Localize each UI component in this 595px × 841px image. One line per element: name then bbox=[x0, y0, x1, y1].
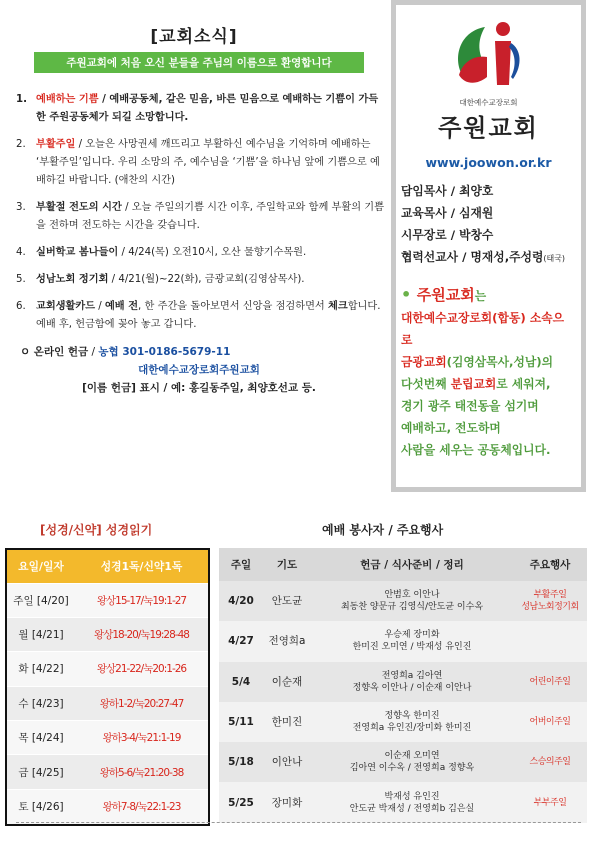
column-header: 주요행사 bbox=[513, 548, 587, 581]
schedule-duties bbox=[311, 581, 513, 621]
staff-item-text: 협력선교사 / 명재성,주성령 bbox=[401, 250, 544, 264]
schedule-prayer: 안도균 bbox=[263, 581, 311, 621]
news-item bbox=[14, 136, 384, 190]
column-header: 성경1독/신약1독 bbox=[75, 550, 208, 583]
staff-list bbox=[396, 180, 581, 270]
bible-reading-table bbox=[5, 548, 210, 826]
staff-item: 교육목사 / 심재원 bbox=[401, 206, 494, 220]
table-row bbox=[7, 617, 208, 651]
reading-passage: 왕하7-8/눅22:1-23 bbox=[75, 789, 208, 823]
table-row bbox=[219, 782, 587, 822]
news-item-text: / 오늘은 사망권세 깨뜨리고 부활하신 예수님을 기억하며 예배하는 ‘부활주일’입니다. 우리 소망의 주, 예수님을 ‘기쁨’을 하나님 앞에 기쁨으로 예배하길 바랍니다. (애찬의 시간) bbox=[36, 139, 380, 186]
schedule-prayer: 이순재 bbox=[263, 662, 311, 702]
news-item-heading: 교회생활카드 bbox=[36, 301, 96, 312]
news-item-text: / 4/24(목) 오전10시, 오산 물향기수목원. bbox=[118, 247, 307, 258]
reading-passage: 왕상15-17/눅19:1-27 bbox=[75, 583, 208, 617]
schedule-duties bbox=[311, 742, 513, 782]
duty-line: 최동찬 양문규 김영식/안도균 이수옥 bbox=[340, 602, 484, 613]
schedule-prayer: 이안나 bbox=[263, 742, 311, 782]
mission-mother-church: 금광교회 bbox=[401, 355, 447, 369]
news-item-number: 1. bbox=[16, 94, 27, 105]
schedule-duties bbox=[311, 621, 513, 661]
staff-note: (태국) bbox=[543, 254, 566, 263]
news-item-text: / 4/21(월)~22(화), 금광교회(김영삼목사). bbox=[108, 274, 305, 285]
news-item-text: / bbox=[95, 301, 105, 312]
welcome-banner: 주원교회에 처음 오신 분들을 주님의 이름으로 환영합니다 bbox=[34, 52, 364, 73]
online-offering bbox=[14, 343, 384, 397]
event-line: 어버이주일 bbox=[529, 717, 571, 728]
worship-schedule-table bbox=[219, 548, 587, 823]
mission-text: (김영삼목사,성남)의 bbox=[446, 355, 554, 369]
offering-label: ㅇ 온라인 헌금 bbox=[20, 346, 89, 358]
event-line: 성남노회정기회 bbox=[521, 602, 579, 613]
reading-day: 목 [4/24] bbox=[7, 721, 75, 755]
news-item-number: 2. bbox=[16, 139, 26, 150]
news-item bbox=[14, 244, 384, 262]
church-mission-statement bbox=[396, 284, 581, 461]
table-row bbox=[219, 742, 587, 782]
bullet-icon: • bbox=[401, 285, 417, 304]
table-row bbox=[219, 702, 587, 742]
news-item bbox=[14, 91, 384, 127]
reading-passage: 왕하1-2/눅20:27-47 bbox=[75, 686, 208, 720]
denomination-label: 대한예수교장로회 bbox=[459, 98, 518, 107]
mission-denomination: 대한예수교장로회(합동) bbox=[401, 311, 526, 325]
duty-line: 전영희a 김아연 bbox=[381, 670, 443, 681]
reading-day: 토 [4/26] bbox=[7, 789, 75, 823]
schedule-event bbox=[513, 581, 587, 621]
table-row bbox=[7, 686, 208, 720]
mission-text: 는 bbox=[474, 289, 487, 303]
news-item-number: 5. bbox=[16, 274, 26, 285]
staff-item bbox=[401, 246, 581, 270]
news-item-heading: 부활주일 bbox=[36, 139, 76, 150]
reading-day: 화 [4/22] bbox=[7, 652, 75, 686]
schedule-duties bbox=[311, 782, 513, 822]
duty-line: 이순재 오미연 bbox=[384, 751, 440, 762]
table-header-row bbox=[219, 548, 587, 581]
staff-item: 담임목사 / 최양호 bbox=[401, 184, 494, 198]
news-item-text: , 한 주간을 돌아보면서 신앙을 점검하면서 bbox=[138, 301, 329, 312]
table-row bbox=[219, 581, 587, 621]
mission-text: 소속으로 bbox=[401, 311, 565, 347]
reading-passage: 왕상21-22/눅20:1-26 bbox=[75, 652, 208, 686]
table-row bbox=[219, 621, 587, 661]
reading-day: 금 [4/25] bbox=[7, 755, 75, 789]
schedule-duties bbox=[311, 702, 513, 742]
event-line: 부활주일 bbox=[533, 590, 567, 601]
mission-text: 경기 광주 태전동을 섬기며 bbox=[401, 399, 539, 413]
offering-account: 농협 301-0186-5679-11 bbox=[98, 346, 231, 358]
news-item-heading: 실버학교 봄나들이 bbox=[36, 247, 119, 258]
duty-line: 박재성 유인진 bbox=[384, 791, 440, 802]
mission-text: 예배하고, 전도하며 bbox=[401, 421, 501, 435]
news-item-emphasis: 예배 전 bbox=[104, 301, 139, 312]
news-item-heading: 예배하는 기쁨 bbox=[36, 94, 99, 105]
schedule-event bbox=[513, 621, 587, 661]
church-news-section bbox=[14, 22, 384, 397]
mission-branch: 분립교회 bbox=[450, 377, 497, 391]
news-item bbox=[14, 271, 384, 289]
church-name: 주원교회 bbox=[438, 114, 539, 142]
schedule-prayer: 장미화 bbox=[263, 782, 311, 822]
column-header: 주일 bbox=[219, 548, 263, 581]
mission-church-name: 주원교회 bbox=[416, 286, 475, 304]
duty-line: 정향옥 한미진 bbox=[384, 711, 440, 722]
reading-day: 월 [4/21] bbox=[7, 617, 75, 651]
schedule-event bbox=[513, 662, 587, 702]
news-item-text: / 예배공동체, 같은 믿음, 바른 믿음으로 예배하는 기쁨이 가득한 주원공동체가 되길 소망합니다. bbox=[36, 94, 379, 123]
bottom-divider bbox=[16, 822, 581, 823]
schedule-week: 5/18 bbox=[219, 742, 263, 782]
mission-text: 사람을 세우는 공동체입니다. bbox=[401, 443, 551, 457]
reading-day: 수 [4/23] bbox=[7, 686, 75, 720]
church-logo bbox=[449, 15, 529, 95]
schedule-week: 5/11 bbox=[219, 702, 263, 742]
schedule-event bbox=[513, 782, 587, 822]
duty-line: 한미진 오미연 / 박재성 유인진 bbox=[352, 642, 472, 653]
table-row bbox=[7, 583, 208, 617]
news-item-number: 4. bbox=[16, 247, 26, 258]
offering-separator: / bbox=[88, 346, 99, 358]
staff-item: 시무장로 / 박창수 bbox=[401, 228, 494, 242]
event-line: 어린이주일 bbox=[529, 676, 571, 687]
schedule-week: 4/20 bbox=[219, 581, 263, 621]
table-row bbox=[7, 755, 208, 789]
reading-passage: 왕하3-4/눅21:1-19 bbox=[75, 721, 208, 755]
news-item-text: / 오늘 주일의기쁨 시간 이후, 주일학교와 함께 부활의 기쁨을 전하며 전도하는 시간을 갖습니다. bbox=[36, 202, 384, 231]
duty-line: 김아연 이수옥 / 전영희a 정향옥 bbox=[349, 763, 475, 774]
mission-text: 로 세워져, bbox=[496, 377, 551, 391]
reading-passage: 왕상18-20/눅19:28-48 bbox=[75, 617, 208, 651]
duty-line: 안도균 박재성 / 전영희b 김은실 bbox=[349, 803, 475, 814]
offering-holder: 대한예수교장로회주원교회 bbox=[138, 364, 260, 376]
news-item-number: 3. bbox=[16, 202, 26, 213]
schedule-event bbox=[513, 702, 587, 742]
church-website-link[interactable]: www.joowon.or.kr bbox=[425, 155, 552, 170]
schedule-week: 5/25 bbox=[219, 782, 263, 822]
duty-line: 안범호 이안나 bbox=[384, 590, 440, 601]
column-header: 기도 bbox=[263, 548, 311, 581]
schedule-week: 4/27 bbox=[219, 621, 263, 661]
schedule-prayer: 한미진 bbox=[263, 702, 311, 742]
event-line: 부부주일 bbox=[533, 797, 567, 808]
worship-schedule-title: 예배 봉사자 / 주요행사 bbox=[322, 523, 444, 537]
schedule-event bbox=[513, 742, 587, 782]
mission-text: 다섯번째 bbox=[401, 377, 451, 391]
reading-passage: 왕하5-6/눅21:20-38 bbox=[75, 755, 208, 789]
table-row bbox=[7, 652, 208, 686]
news-item-number: 6. bbox=[16, 301, 26, 312]
duty-line: 우승제 장미화 bbox=[384, 630, 440, 641]
news-item-text: 합니다. 예배 후, 헌금함에 꽂아 놓고 갑니다. bbox=[36, 301, 381, 330]
reading-day: 주일 [4/20] bbox=[7, 583, 75, 617]
news-item bbox=[14, 298, 384, 334]
table-row bbox=[7, 721, 208, 755]
column-header: 요일/일자 bbox=[7, 550, 75, 583]
news-item bbox=[14, 199, 384, 235]
schedule-duties bbox=[311, 662, 513, 702]
news-list bbox=[14, 91, 384, 334]
church-logo-mark bbox=[449, 15, 529, 95]
schedule-prayer: 전영희a bbox=[263, 621, 311, 661]
offering-note: [이름 헌금] 표시 / 예: 홍길동주일, 최양호선교 등. bbox=[82, 382, 316, 394]
table-row bbox=[7, 789, 208, 823]
schedule-week: 5/4 bbox=[219, 662, 263, 702]
column-header: 헌금 / 식사준비 / 정리 bbox=[311, 548, 513, 581]
table-row bbox=[219, 662, 587, 702]
news-item-emphasis: 체크 bbox=[328, 301, 348, 312]
church-info-box bbox=[391, 0, 586, 492]
news-item-heading: 성남노회 정기회 bbox=[36, 274, 109, 285]
duty-line: 전영희a 유인진/장미화 한미진 bbox=[352, 723, 472, 734]
duty-line: 정향옥 이안나 / 이순재 이안나 bbox=[352, 682, 472, 693]
event-line: 스승의주일 bbox=[529, 757, 571, 768]
bible-reading-title: [성경/신약] 성경읽기 bbox=[40, 523, 153, 537]
news-title: [교회소식] bbox=[150, 27, 238, 47]
news-item-heading: 부활절 전도의 시간 bbox=[36, 202, 122, 213]
table-header-row bbox=[7, 550, 208, 583]
